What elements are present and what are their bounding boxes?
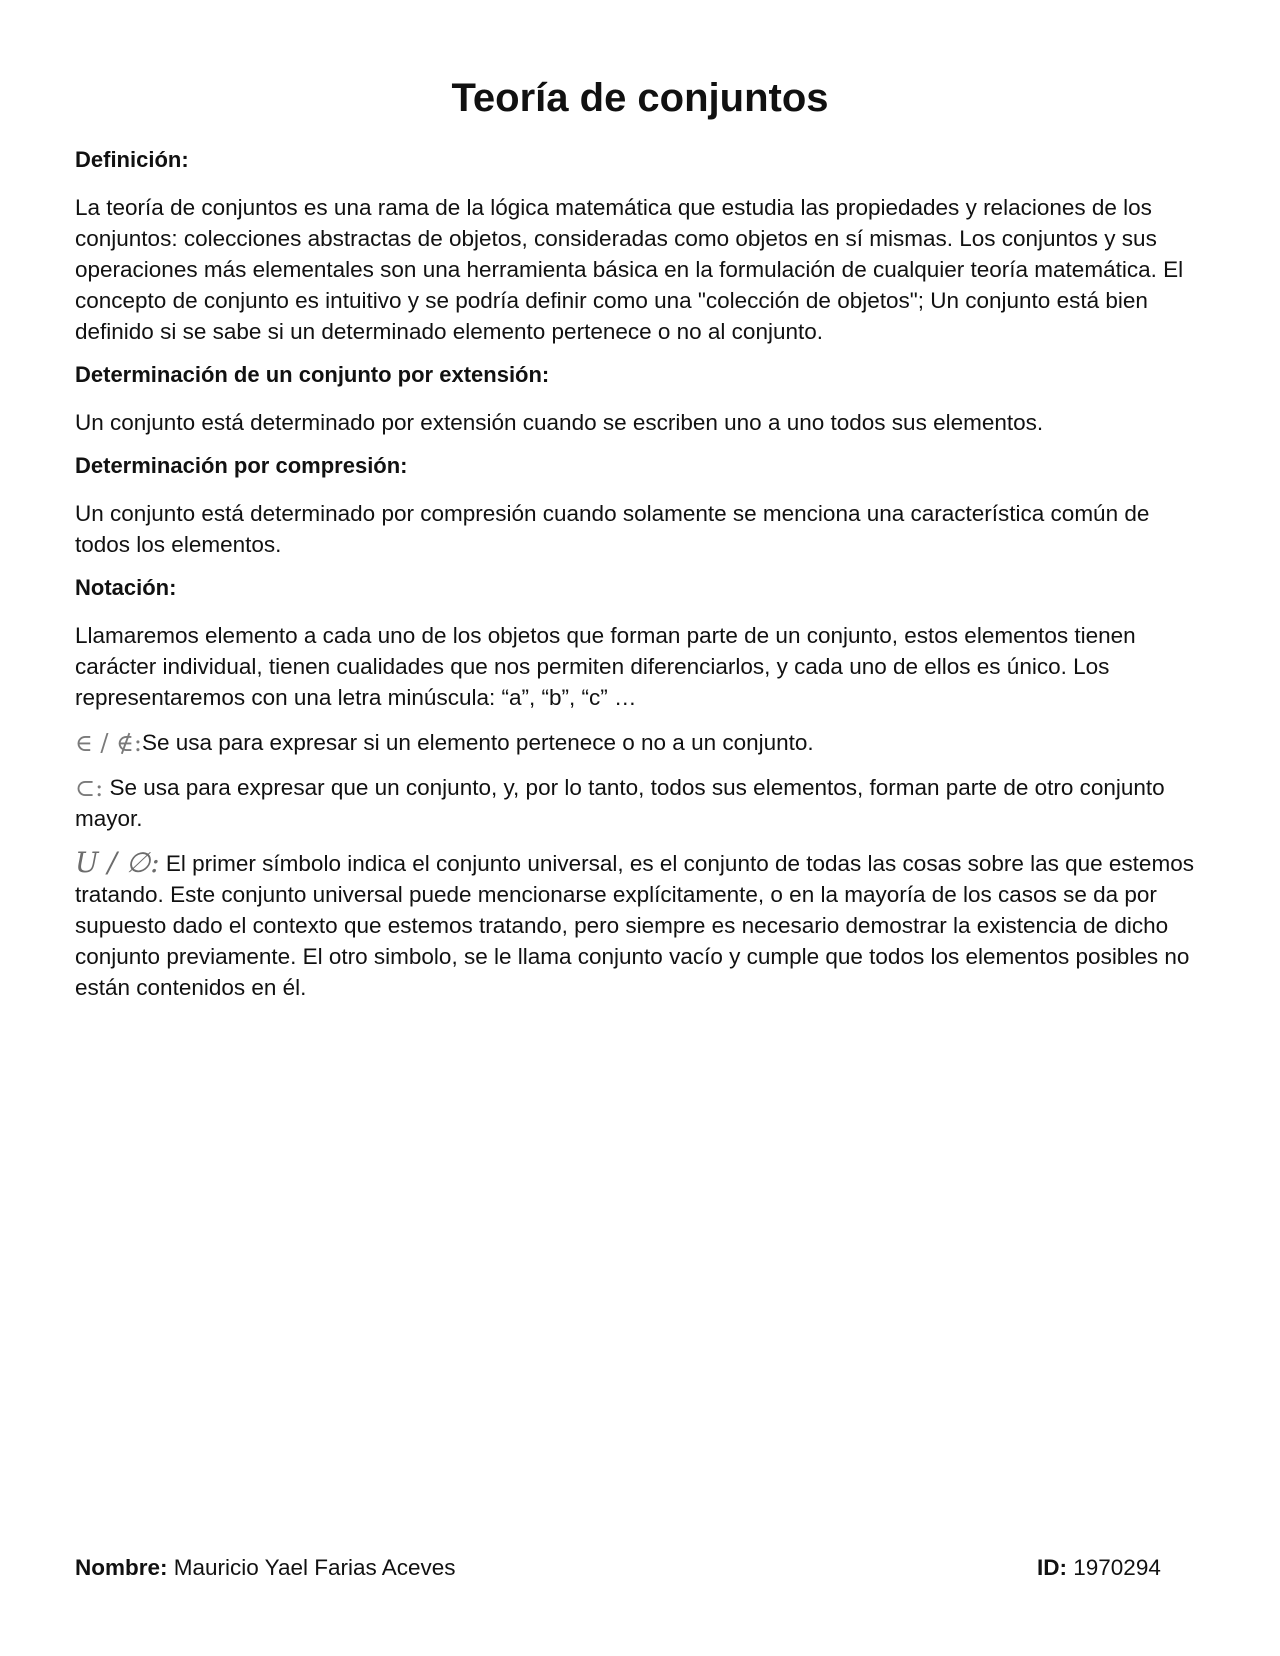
definition-paragraph: La teoría de conjuntos es una rama de la lógica matemática que estudia las propiedades y relaciones de los conjuntos: colecciones abstractas de objetos, consideradas como objetos en sí mismas. Los conjuntos y sus operaciones más elementales son una herramienta básica en la formulación de cualquier teoría matemática. El concepto de conjunto es intuitivo y se podría definir como una "colección de objetos"; Un conjunto está bien definido si se sabe si un determinado elemento pertenece o no al conjunto. <box>75 195 1184 344</box>
extension-heading: Determinación de un conjunto por extensión: <box>75 362 550 387</box>
document-body <box>75 146 1210 1017</box>
universal-empty-symbol-icon: U / ∅: <box>75 846 160 879</box>
name-label: Nombre: <box>75 1555 168 1580</box>
universal-empty-notation-item <box>75 848 1210 1003</box>
student-id <box>1037 1553 1161 1583</box>
membership-notation-item <box>75 727 1210 758</box>
name-value: Mauricio Yael Farias Aceves <box>167 1555 456 1580</box>
id-label: ID: <box>1037 1555 1067 1580</box>
page-title: Teoría de conjuntos <box>451 76 829 120</box>
subset-symbol-icon: ⊂: <box>75 774 104 802</box>
notation-paragraph: Llamaremos elemento a cada uno de los objetos que forman parte de un conjunto, estos elementos tienen carácter individual, tienen cualidades que nos permiten diferenciarlos, y cada uno de ellos es único. Los representaremos con una letra minúscula: “a”, “b”, “c” … <box>75 623 1136 710</box>
universal-empty-description: El primer símbolo indica el conjunto universal, es el conjunto de todas las cosas sobre las que estemos tratando. Este conjunto universal puede mencionarse explícitamente, o en la mayoría de los casos se da por supuesto dado el contexto que estemos tratando, pero siempre es necesario demostrar la existencia de dicho conjunto previamente. El otro simbolo, se le llama conjunto vacío y cumple que todos los elementos posibles no están contenidos en él. <box>75 851 1194 1000</box>
compression-paragraph: Un conjunto está determinado por compresión cuando solamente se menciona una característica común de todos los elementos. <box>75 501 1150 557</box>
definition-heading: Definición: <box>75 147 189 172</box>
subset-description: Se usa para expresar que un conjunto, y, por lo tanto, todos sus elementos, forman parte de otro conjunto mayor. <box>75 775 1165 831</box>
id-value: 1970294 <box>1067 1555 1161 1580</box>
notation-heading: Notación: <box>75 575 177 600</box>
compression-heading: Determinación por compresión: <box>75 453 408 478</box>
extension-paragraph: Un conjunto está determinado por extensión cuando se escriben uno a uno todos sus elementos. <box>75 410 1044 435</box>
subset-notation-item <box>75 772 1210 834</box>
membership-symbol-icon: ∈ / ∉: <box>75 729 142 757</box>
membership-description: Se usa para expresar si un elemento pertenece o no a un conjunto. <box>141 730 814 755</box>
student-name <box>75 1553 456 1583</box>
